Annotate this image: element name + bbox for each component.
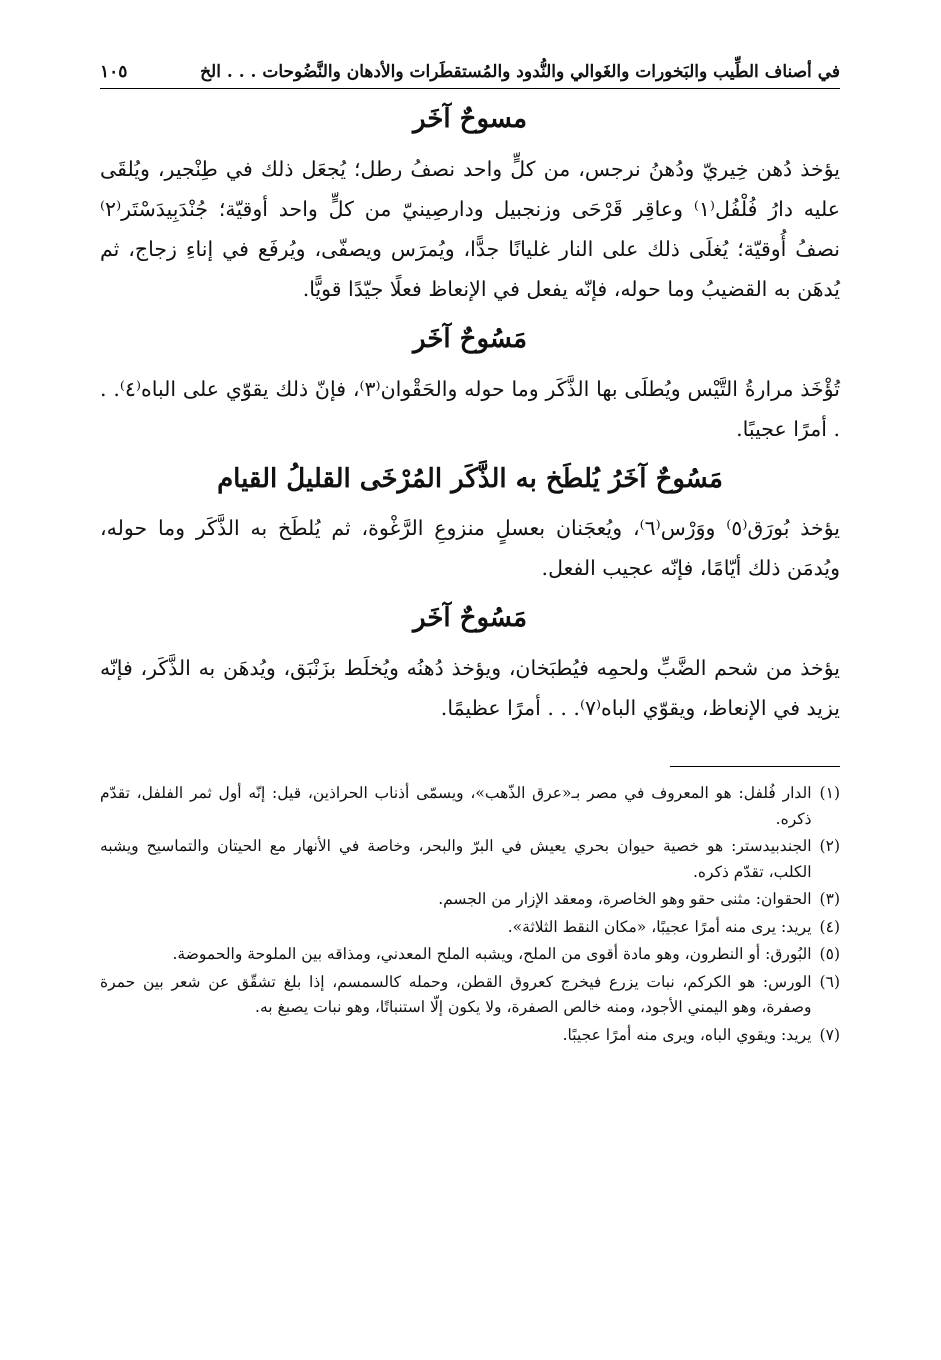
footnote-text: يريد: ويقوي الباه، ويرى منه أمرًا عجيبًا. (562, 1025, 812, 1044)
page-number: ١٠٥ (100, 62, 128, 82)
section-heading: مسوحٌ آخَر (412, 104, 528, 134)
footnote-number: (٧) (819, 1025, 840, 1044)
section-heading: مَسُوحٌ آخَر (412, 603, 528, 634)
footnote-text: الحقوان: مثنى حقو وهو الخاصرة، ومعقد الإزار من الجسم. (438, 890, 812, 909)
footnote-number: (١) (819, 784, 840, 803)
footnote-number: (٤) (819, 917, 840, 936)
footnote (100, 1023, 840, 1049)
section-text: يؤخذ من شحم الضَّبِّ ولحمِه فيُطبَخان، ويؤخذ دُهنُه ويُخلَط بزَنْبَق، ويُدهَن به الذَّكَر، فإنّه يزيد في الإنعاظ، ويقوّي الباه⁽٧⁾. . . أمرًا عظيمًا. (100, 656, 840, 721)
footnote-number: (٢) (819, 837, 840, 856)
section-text: يؤخذ بُورَق⁽٥⁾ ووَرْس⁽٦⁾، ويُعجَنان بعسلٍ منزوعِ الرَّغْوة، ثم يُلطَخ به الذَّكَر وما حوله، ويُدمَن ذلك أيّامًا، فإنّه عجيب الفعل. (100, 516, 841, 581)
book-page (100, 62, 840, 1050)
footnote-text: الورس: هو الكركم، نبات يزرع فيخرج كعروق القطن، وحمله كالسمسم، إذا بلغ تشقّق عن شعر بين حمرة وصفرة، وهو اليمني الأجود، ومنه خالص الصفرة، ولا يكون إلّا استنباتًا، وهو نبات يصبغ به. (100, 972, 812, 1017)
section-heading: مَسُوحٌ آخَر (412, 323, 528, 354)
footnote (100, 970, 840, 1021)
footnote-text: الجندبيدستر: هو خصية حيوان بحري يعيش في البرّ والبحر، وخاصة في الأنهار مع الحيتان والتماسيح ويشبه الكلب، تقدّم ذكره. (100, 837, 812, 881)
footnote-text: الدار فُلفل: هو المعروف في مصر بـ«عرق الذّهب»، ويسمّى أذناب الحراذين، قيل: إنّه أول ثمر الفلفل، تقدّم ذكره. (100, 784, 812, 828)
footnote-text: البُورق: أو النطرون، وهو مادة أقوى من الملح، ويشبه الملح المعدني، ومذاقه بين الملوحة والحموضة. (172, 945, 812, 964)
running-header (100, 62, 840, 89)
section-text: تُؤْخَذ مرارةُ التَّيْس ويُطلَى بها الذَّكَر وما حوله والحَقْوان⁽٣⁾، فإنّ ذلك يقوّي على الباه⁽٤⁾. . . أمرًا عجيبًا. (100, 376, 841, 441)
footnote (100, 834, 840, 885)
footnote-number: (٦) (819, 972, 840, 991)
section-text: يؤخذ دُهن خِيريّ ودُهنُ نرجس، من كلٍّ واحد نصفُ رطل؛ يُجعَل ذلك في طِنْجير، ويُلقَى عليه دارُ فُلْفُل⁽١⁾ وعاقِر قَرْحَى وزنجبيل ودارصِينيّ من كلٍّ واحد أوقيّة؛ جُنْدَبِيدَسْتَر⁽٢⁾ نصفُ أُوقيّة؛ يُغلَى ذلك على النار غليانًا جدًّا، ويُمرَس ويصفّى، ويُرفَع في إناءِ زجاج، ثم يُدهَن به القضيبُ وما حوله، فإنّه يفعل في الإنعاظ فعلًا جيّدًا قويًّا. (100, 156, 840, 301)
footnote-separator (670, 766, 840, 767)
footnote (100, 915, 840, 941)
footnote-number: (٣) (819, 890, 840, 909)
footnote-number: (٥) (819, 945, 840, 964)
header-title: في أصناف الطِّيب والبَخورات والغَوالي والنُّدود والمُستقطَرات والأدهان والنَّضُوحات . . . الخ (200, 62, 840, 82)
footnotes (100, 781, 840, 1048)
footnote (100, 887, 840, 913)
footnote (100, 781, 840, 832)
footnote (100, 942, 840, 968)
footnote-text: يريد: يرى منه أمرًا عجيبًا، «مكان النقط الثلاثة». (507, 917, 812, 936)
section-heading: مَسُوحٌ آخَرُ يُلطَخ به الذَّكَر المُرْخَى القليلُ القيام (217, 463, 723, 494)
